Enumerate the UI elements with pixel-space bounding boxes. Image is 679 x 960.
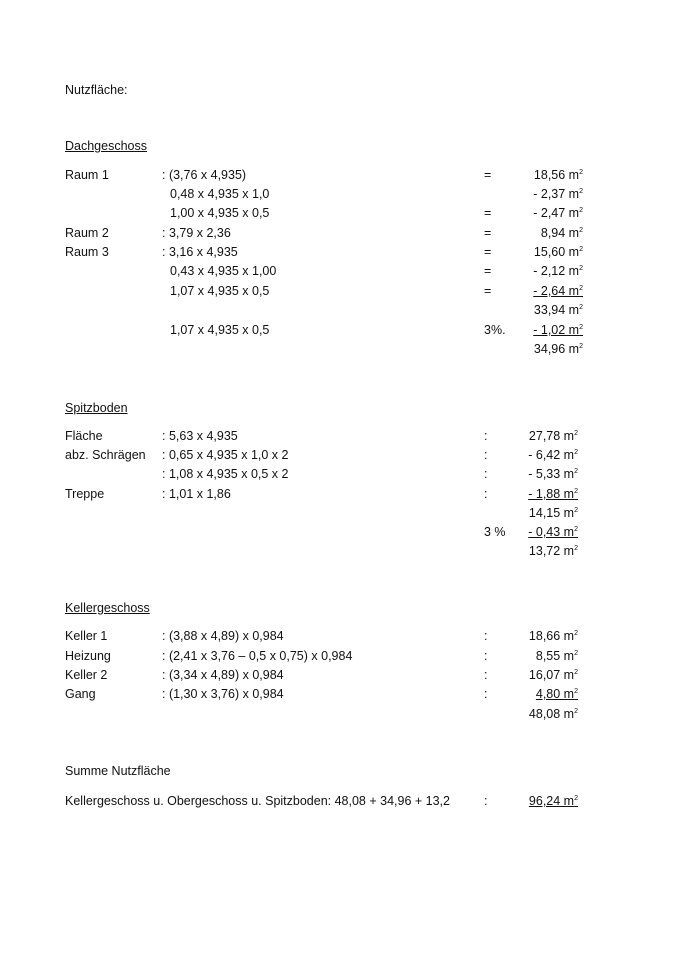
row-value: 13,72 $m^2$ — [528, 544, 578, 558]
summary-value: 96,24 $m^2$ — [528, 794, 578, 808]
row-separator: : — [484, 487, 488, 501]
row-label: Raum 1 — [65, 168, 109, 182]
row-value: 27,78 $m^2$ — [528, 429, 578, 443]
row-value: 34,96 $m^2$ — [533, 342, 583, 356]
row-separator: = — [484, 226, 492, 240]
row-value: - 2,37 $m^2$ — [533, 187, 583, 201]
row-value: - 2,47 $m^2$ — [533, 206, 583, 220]
summary-heading: Summe Nutzfläche — [65, 764, 171, 778]
row-value: 14,15 $m^2$ — [528, 506, 578, 520]
section-heading: Spitzboden — [65, 401, 128, 415]
row-value: - 6,42 $m^2$ — [528, 448, 578, 462]
row-formula: : 1,08 x 4,935 x 0,5 x 2 — [162, 467, 289, 481]
row-formula: 0,48 x 4,935 x 1,0 — [170, 187, 270, 201]
row-formula: : 3,16 x 4,935 — [162, 245, 238, 259]
row-label: Raum 3 — [65, 245, 109, 259]
row-formula: : (3,76 x 4,935) — [162, 168, 247, 182]
row-label: Heizung — [65, 649, 111, 663]
row-separator: : — [484, 448, 488, 462]
row-label: Raum 2 — [65, 226, 109, 240]
row-formula: : (1,30 x 3,76) x 0,984 — [162, 687, 284, 701]
row-separator: : — [484, 668, 488, 682]
document-title: Nutzfläche: — [65, 83, 128, 97]
summary-separator: : — [484, 794, 488, 808]
row-separator: = — [484, 264, 492, 278]
row-value: 4,80 $m^2$ — [535, 687, 578, 701]
row-value: - 1,88 $m^2$ — [528, 487, 578, 501]
row-formula: : 5,63 x 4,935 — [162, 429, 238, 443]
row-value: - 0,43 $m^2$ — [528, 525, 578, 539]
row-value: - 2,12 $m^2$ — [533, 264, 583, 278]
row-value: 48,08 $m^2$ — [528, 707, 578, 721]
summary-text: Kellergeschoss u. Obergeschoss u. Spitzboden: 48,08 + 34,96 + 13,2 — [65, 794, 450, 808]
row-formula: 1,07 x 4,935 x 0,5 — [170, 284, 270, 298]
row-formula: : 0,65 x 4,935 x 1,0 x 2 — [162, 448, 289, 462]
row-formula: 1,07 x 4,935 x 0,5 — [170, 323, 270, 337]
row-formula: 0,43 x 4,935 x 1,00 — [170, 264, 277, 278]
row-value: - 2,64 $m^2$ — [533, 284, 583, 298]
section-heading: Dachgeschoss — [65, 139, 147, 153]
row-value: 18,66 $m^2$ — [528, 629, 578, 643]
row-formula: : 1,01 x 1,86 — [162, 487, 231, 501]
row-formula: : (3,34 x 4,89) x 0,984 — [162, 668, 284, 682]
row-separator: : — [484, 629, 488, 643]
section-heading: Kellergeschoss — [65, 601, 150, 615]
row-separator: 3%. — [484, 323, 506, 337]
row-label: abz. Schrägen — [65, 448, 146, 462]
row-label: Treppe — [65, 487, 105, 501]
row-value: 16,07 $m^2$ — [528, 668, 578, 682]
row-separator: = — [484, 245, 492, 259]
row-value: 18,56 $m^2$ — [533, 168, 583, 182]
row-value: 8,55 $m^2$ — [535, 649, 578, 663]
row-label: Keller 2 — [65, 668, 108, 682]
row-value: - 1,02 $m^2$ — [533, 323, 583, 337]
row-separator: 3 % — [484, 525, 506, 539]
row-separator: = — [484, 206, 492, 220]
row-formula: : (3,88 x 4,89) x 0,984 — [162, 629, 284, 643]
row-separator: = — [484, 284, 492, 298]
row-separator: : — [484, 687, 488, 701]
row-value: - 5,33 $m^2$ — [528, 467, 578, 481]
row-value: 33,94 $m^2$ — [533, 303, 583, 317]
row-formula: : (2,41 x 3,76 – 0,5 x 0,75) x 0,984 — [162, 649, 353, 663]
row-formula: 1,00 x 4,935 x 0,5 — [170, 206, 270, 220]
row-label: Keller 1 — [65, 629, 108, 643]
row-separator: : — [484, 649, 488, 663]
row-separator: : — [484, 467, 488, 481]
row-label: Gang — [65, 687, 96, 701]
row-label: Fläche — [65, 429, 103, 443]
row-separator: : — [484, 429, 488, 443]
row-value: 15,60 $m^2$ — [533, 245, 583, 259]
row-separator: = — [484, 168, 492, 182]
row-value: 8,94 $m^2$ — [540, 226, 583, 240]
row-formula: : 3,79 x 2,36 — [162, 226, 231, 240]
